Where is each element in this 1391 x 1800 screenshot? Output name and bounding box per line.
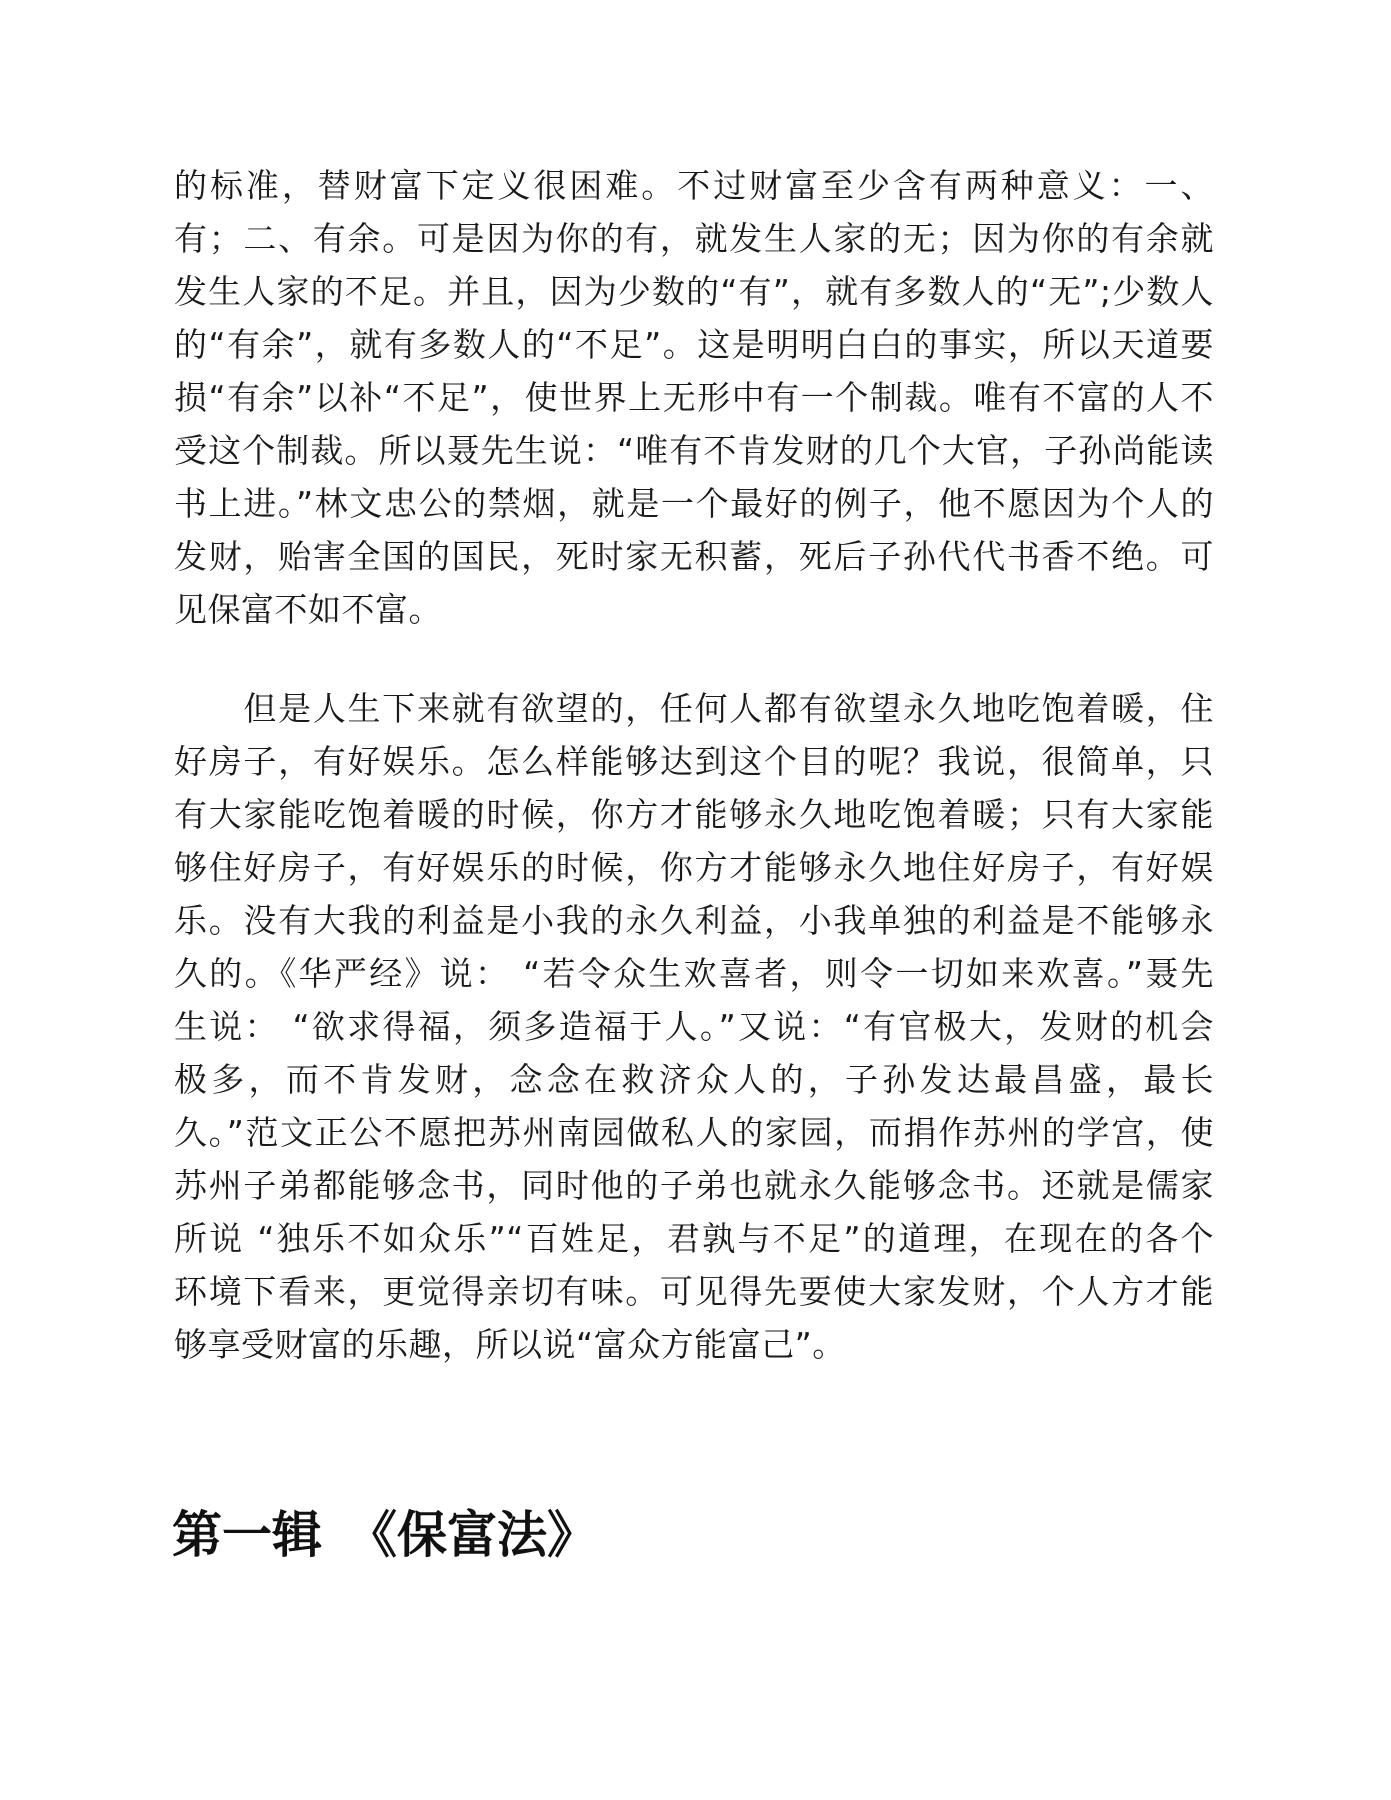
paragraph-line: 好房子，有好娱乐。怎么样能够达到这个目的呢？我说，很简单，只	[174, 742, 1214, 781]
paragraph-line: 够住好房子，有好娱乐的时候，你方才能够永久地住好房子，有好娱	[174, 848, 1214, 887]
paragraph-line: 受这个制裁。所以聂先生说：“唯有不肯发财的几个大官，子孙尚能读	[174, 431, 1214, 470]
paragraph-line: 的“有余”，就有多数人的“不足”。这是明明白白的事实，所以天道要	[174, 325, 1214, 364]
paragraph-line: 环境下看来，更觉得亲切有味。可见得先要使大家发财，个人方才能	[174, 1272, 1214, 1311]
paragraph-line: 发生人家的不足。并且，因为少数的“有”，就有多数人的“无”;少数人	[174, 272, 1214, 311]
paragraph-line: 发财，贻害全国的国民，死时家无积蓄，死后子孙代代书香不绝。可	[174, 537, 1214, 576]
paragraph-line: 见保富不如不富。	[174, 590, 442, 629]
paragraph-line: 苏州子弟都能够念书，同时他的子弟也就永久能够念书。还就是儒家	[174, 1166, 1214, 1205]
paragraph-line: 有大家能吃饱着暖的时候，你方才能够永久地吃饱着暖；只有大家能	[174, 795, 1214, 834]
paragraph-2	[174, 682, 1214, 1371]
paragraph-line: 有；二、有余。可是因为你的有，就发生人家的无；因为你的有余就	[174, 219, 1214, 258]
paragraph-line: 但是人生下来就有欲望的，任何人都有欲望永久地吃饱着暖，住	[174, 689, 1214, 728]
paragraph-line: 乐。没有大我的利益是小我的永久利益，小我单独的利益是不能够永	[174, 901, 1214, 940]
paragraph-line: 书上进。”林文忠公的禁烟，就是一个最好的例子，他不愿因为个人的	[174, 484, 1214, 523]
paragraph-line: 所说 “独乐不如众乐”“百姓足，君孰与不足”的道理，在现在的各个	[174, 1219, 1214, 1258]
paragraph-line: 够享受财富的乐趣，所以说“富众方能富己”。	[174, 1325, 846, 1364]
paragraph-line: 极多，而不肯发财，念念在救济众人的，子孙发达最昌盛，最长	[174, 1060, 1214, 1099]
paragraph-line: 久的。《华严经》说： “若令众生欢喜者，则令一切如来欢喜。”聂先	[174, 954, 1214, 993]
paragraph-1	[174, 159, 1214, 636]
paragraph-line: 久。”范文正公不愿把苏州南园做私人的家园，而捐作苏州的学宫，使	[174, 1113, 1214, 1152]
paragraph-line: 生说： “欲求得福，须多造福于人。”又说：“有官极大，发财的机会	[174, 1007, 1214, 1046]
paragraph-line: 损“有余”以补“不足”，使世界上无形中有一个制裁。唯有不富的人不	[174, 378, 1214, 417]
chapter-heading: 第一辑 《保富法》	[172, 1506, 597, 1564]
paragraph-line: 的标准，替财富下定义很困难。不过财富至少含有两种意义：一、	[174, 166, 1214, 205]
